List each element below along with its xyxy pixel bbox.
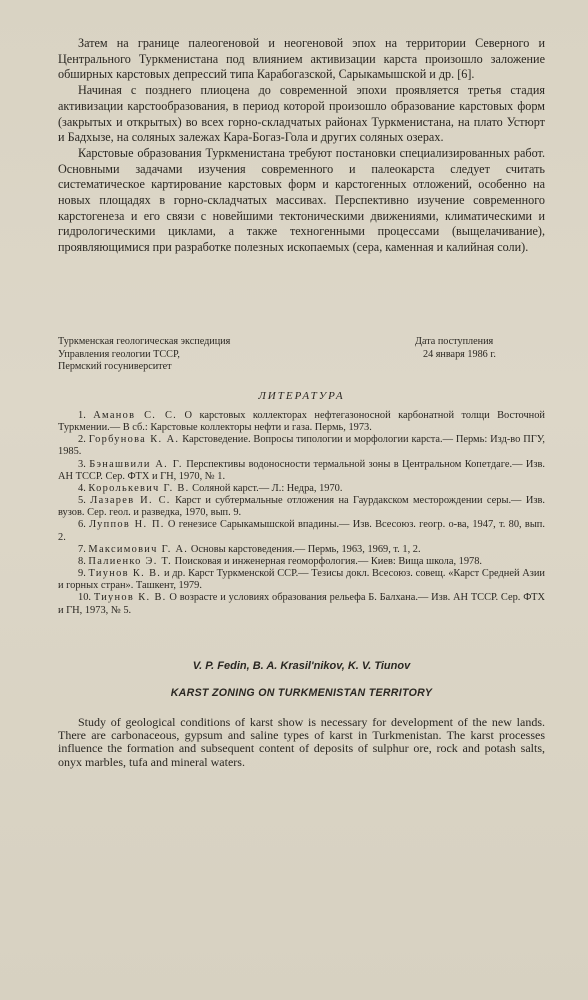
reference-text: Поисковая и инженерная геоморфология.— Киев: Вища школа, 1978.: [174, 555, 483, 567]
received-date: 24 января 1986 г.: [423, 348, 496, 360]
reference-text: О возрасте и условиях образования рельефа Б. Балхана.— Изв. АН ТССР. Сер. ФТХ и ГН, 1973, № 5.: [58, 592, 545, 616]
reference-text: Соляной карст.— Л.: Недра, 1970.: [192, 482, 343, 494]
affiliation-block: [58, 336, 318, 374]
article-body: [58, 36, 545, 256]
reference-number: 6.: [78, 519, 86, 531]
reference-text: О карстовых коллекторах нефтегазоносной карбонатной толщи Восточной Туркмении.— В сб.: Карстовые коллекторы нефти и газа. Пермь, 1973.: [58, 410, 545, 434]
english-abstract: Study of geological conditions of karst show is necessary for development of the new lands. There are carbonaceous, gypsum and saline types of karst in Turkmenistan. The karst processes influence the formation and subsequent content of deposits of sulphur ore, rock and potash salts, onyx marbles, tufa and mineral waters.: [58, 715, 545, 769]
reference-author: Тиунов К. В.: [93, 592, 167, 604]
reference-number: 9.: [78, 568, 86, 580]
reference-text: Карстоведение. Вопросы типологии и морфологии карста.— Пермь: Изд-во ПГУ, 1985.: [58, 434, 545, 458]
reference-item: [58, 544, 545, 556]
reference-author: Тиунов К. В.: [88, 568, 162, 580]
reference-number: 2.: [78, 434, 86, 446]
reference-item: [58, 519, 545, 543]
english-authors: V. P. Fedin, B. A. Krasil'nikov, K. V. Tiunov: [192, 660, 411, 672]
body-paragraph-3: Карстовые образования Туркменистана требуют постановки специализированных работ. Основными задачами изучения современного и палеокарста следует считать систематическое картирование карстовых форм и карстогенных отложений, особенно на новых площадях в горно-складчатых массивах. Перспективно изучение современного карстогенеза и его связи с новейшими тектоническими движениями, климатическими и гидрологическими циклами, а также техногенными процессами (выщелачивание), проявляющимися при разработке полезных ископаемых (сера, каменная и калийная соли).: [58, 145, 545, 255]
body-paragraph-1: Затем на границе палеогеновой и неогеновой эпох на территории Северного и Центрального Туркменистана под влиянием активизации карста произошло заложение обширных карстовых депрессий типа Карабогазской, Сарыкамышской и др. [6].: [58, 36, 545, 82]
reference-number: 7.: [78, 543, 86, 555]
reference-text: Основы карстоведения.— Пермь, 1963, 1969, т. 1, 2.: [190, 543, 421, 555]
reference-author: Максимович Г. А.: [88, 543, 189, 555]
received-label: Дата поступления: [415, 336, 494, 347]
body-paragraph-2: Начиная с позднего плиоцена до современной эпохи проявляется третья стадия активизации карстообразования, в период которой произошло образование карстовых форм (закрытых и открытых) во всех горно-складчатых районах Туркменистана, на плато Устюрт и Бадхызе, на соляных залежах Кара-Богаз-Гола и других соляных озерах.: [58, 83, 545, 145]
reference-number: 4.: [78, 482, 86, 494]
reference-item: [58, 483, 545, 495]
reference-item: [58, 556, 545, 568]
received-date-block: [415, 336, 545, 361]
reference-author: Бэнашвили А. Г.: [89, 458, 183, 470]
reference-number: 3.: [78, 458, 86, 470]
reference-text: Карст и субтермальные отложения на Гаурдакском месторождении серы.— Изв. вузов. Сер. геол. и разведка, 1970, вып. 9.: [58, 495, 545, 519]
reference-author: Горбунова К. А.: [88, 434, 180, 446]
reference-author: Палиенко Э. Т.: [88, 555, 173, 567]
reference-number: 1.: [78, 410, 86, 421]
english-title: KARST ZONING ON TURKMENISTAN TERRITORY: [170, 687, 433, 699]
affiliation-line-1: Туркменская геологическая экспедиция: [58, 336, 231, 347]
reference-author: Королькевич Г. В.: [88, 482, 190, 494]
reference-number: 10.: [78, 592, 91, 604]
reference-number: 5.: [78, 495, 86, 507]
references-list: [58, 410, 545, 617]
reference-author: Аманов С. С.: [93, 410, 178, 421]
reference-author: Лазарев И. С.: [90, 495, 171, 507]
reference-number: 8.: [78, 555, 86, 567]
reference-text: Перспективы водоносности термальной зоны в Центральном Копетдаге.— Изв. АН ТССР. Сер. ФТХ и ГН, 1970, № 1.: [58, 458, 545, 482]
reference-item: [58, 434, 545, 458]
reference-item: [58, 495, 545, 519]
reference-text: и др. Карст Туркменской ССР.— Тезисы докл. Всесоюз. совещ. «Карст Средней Азии и горных стран». Ташкент, 1979.: [58, 568, 545, 592]
affiliation-line-3: Пермский госуниверситет: [58, 361, 172, 373]
reference-item: [58, 568, 545, 592]
reference-author: Луппов Н. П.: [89, 519, 165, 531]
reference-text: О генезисе Сарыкамышской впадины.— Изв. Всесоюз. геогр. о-ва, 1947, т. 80, вып. 2.: [58, 519, 545, 543]
reference-item: [58, 459, 545, 483]
reference-item: [58, 592, 545, 616]
references-heading: ЛИТЕРАТУРА: [258, 390, 345, 402]
affiliation-line-2: Управления геологии ТССР,: [58, 348, 180, 360]
reference-item: [58, 410, 545, 434]
